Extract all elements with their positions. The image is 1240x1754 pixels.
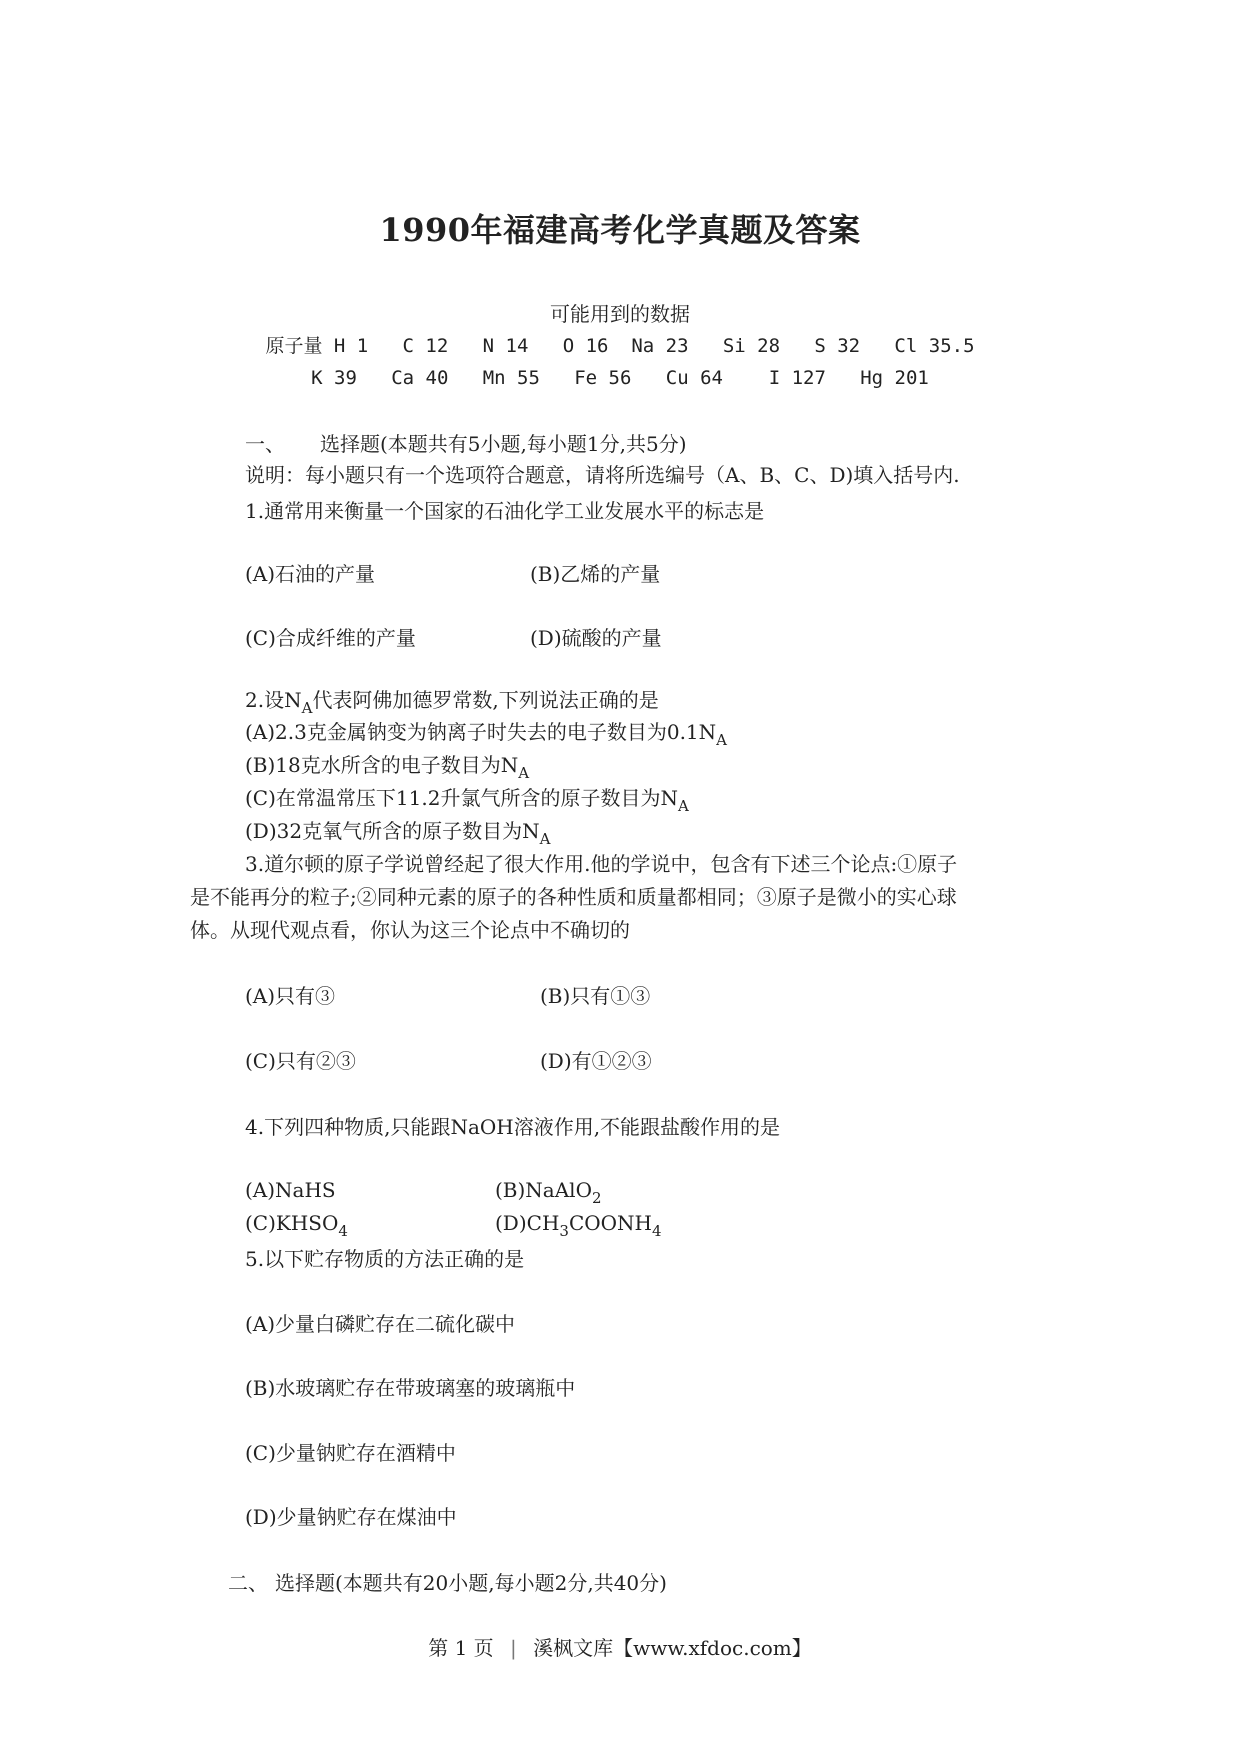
footer-separator: |	[510, 1636, 517, 1660]
q3-option-b: (B)只有①③	[540, 984, 651, 1008]
q2-option-c: (C)在常温常压下11.2升氯气所含的原子数目为$N_A$	[245, 786, 689, 815]
q3-option-d: (D)有①②③	[540, 1049, 652, 1073]
data-heading: 可能用到的数据	[550, 302, 690, 326]
q4-option-c: $(C)KHSO_4$	[245, 1211, 348, 1240]
atomic-mass-row-1: 原子量 H 1 C 12 N 14 O 16 Na 23 Si 28 S 32 Cl 35.5	[265, 335, 975, 357]
q3-stem-line-3: 体。从现代观点看，你认为这三个论点中不确切的	[190, 918, 630, 942]
q3-stem-line-1: 3.道尔顿的原子学说曾经起了很大作用.他的学说中，包含有下述三个论点:①原子	[245, 852, 958, 876]
section2-heading: 选择题(本题共有20小题,每小题2分,共40分)	[275, 1571, 667, 1595]
q2-stem: 2.设$N_A$代表阿佛加德罗常数,下列说法正确的是	[245, 688, 659, 717]
q2-option-b: (B)18克水所含的电子数目为$N_A$	[245, 753, 530, 782]
section2-number: 二、	[228, 1571, 268, 1595]
q5-option-c: (C)少量钠贮存在酒精中	[245, 1441, 456, 1465]
q1-option-a: (A)石油的产量	[245, 562, 376, 586]
q1-option-c: (C)合成纤维的产量	[245, 626, 416, 650]
q5-stem: 5.以下贮存物质的方法正确的是	[245, 1247, 525, 1271]
q5-option-a: (A)少量白磷贮存在二硫化碳中	[245, 1312, 516, 1336]
q3-option-c: (C)只有②③	[245, 1049, 356, 1073]
q1-option-b: (B)乙烯的产量	[530, 562, 661, 586]
q4-stem: 4.下列四种物质,只能跟NaOH溶液作用,不能跟盐酸作用的是	[245, 1115, 781, 1139]
atomic-mass-row-2: K 39 Ca 40 Mn 55 Fe 56 Cu 64 I 127 Hg 201	[311, 367, 929, 389]
q2-option-d: (D)32克氧气所含的原子数目为$N_A$	[245, 819, 551, 848]
page-footer	[0, 1632, 1240, 1661]
footer-source: 溪枫文库【www.xfdoc.com】	[533, 1636, 812, 1660]
atomic-mass-table	[0, 298, 1240, 394]
page-number: 第 1 页	[428, 1636, 494, 1660]
q1-stem: 1.通常用来衡量一个国家的石油化学工业发展水平的标志是	[245, 499, 765, 523]
q5-option-b: (B)水玻璃贮存在带玻璃塞的玻璃瓶中	[245, 1376, 576, 1400]
q1-option-d: (D)硫酸的产量	[530, 626, 662, 650]
q2-option-a: (A)2.3克金属钠变为钠离子时失去的电子数目为$0.1N_A$	[245, 720, 728, 749]
q4-option-a: (A)NaHS	[245, 1178, 336, 1202]
section1-number: 一、	[245, 432, 285, 456]
q4-option-d: $(D)CH_3COONH_4$	[495, 1211, 662, 1240]
q4-option-b: (B)NaAlO$_2$	[495, 1178, 602, 1207]
section1-instruction: 说明：每小题只有一个选项符合题意，请将所选编号（A、B、C、D)填入括号内.	[245, 463, 960, 487]
document-title: 1990年福建高考化学真题及答案	[379, 211, 861, 249]
q5-option-d: (D)少量钠贮存在煤油中	[245, 1505, 457, 1529]
q3-stem-line-2: 是不能再分的粒子;②同种元素的原子的各种性质和质量都相同；③原子是微小的实心球	[190, 885, 957, 909]
section1-heading: 选择题(本题共有5小题,每小题1分,共5分)	[320, 432, 687, 456]
q3-option-a: (A)只有③	[245, 984, 336, 1008]
